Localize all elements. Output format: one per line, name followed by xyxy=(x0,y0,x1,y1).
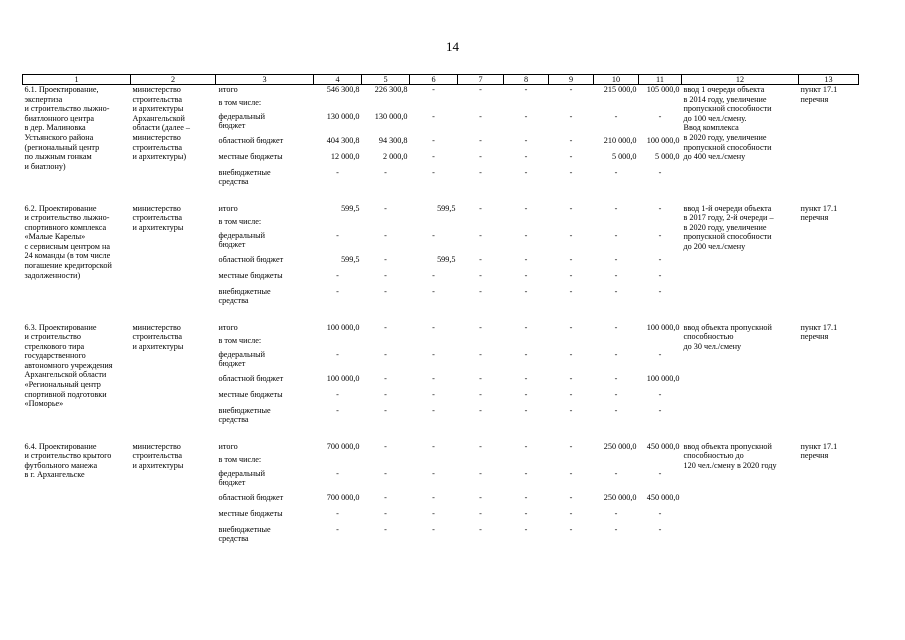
amount-cell: - xyxy=(336,230,339,240)
amount-cell: - xyxy=(658,111,662,121)
executor: министерство строительства и архитектуры xyxy=(132,203,184,232)
amount-cell xyxy=(594,98,639,112)
amount-cell xyxy=(410,217,458,231)
amount-cell: - xyxy=(614,373,618,383)
amount-cell: - xyxy=(569,349,573,359)
amount-cell: - xyxy=(614,349,618,359)
activity-name: 6.2. Проектирование и строительство лыжно- спортивного комплекса «Малые Карелы» с сервисным центром на 24 команды (в том числе погашение кредиторской задолженности) xyxy=(24,203,112,280)
amount-cell: - xyxy=(658,254,662,264)
amount-cell: - xyxy=(658,270,662,280)
funding-source: в том числе: xyxy=(218,97,262,107)
amount-cell: - xyxy=(614,524,618,534)
amount-cell: - xyxy=(479,524,482,534)
amount-cell: - xyxy=(524,441,528,451)
activity-name: 6.4. Проектирование и строительство крытого футбольного манежа в г. Архангельске xyxy=(24,441,112,480)
amount-cell: - xyxy=(658,349,662,359)
header-cell: 13 xyxy=(799,75,859,85)
amount-cell: - xyxy=(479,270,482,280)
amount-cell: - xyxy=(479,230,482,240)
amount-cell: - xyxy=(479,286,482,296)
amount-cell: - xyxy=(524,167,528,177)
funding-source: внебюджетные средства xyxy=(218,524,271,544)
spacer-cell xyxy=(23,311,859,323)
program-table xyxy=(22,74,859,549)
amount-cell: - xyxy=(524,254,528,264)
amount-cell: 700 000,0 xyxy=(326,441,360,451)
amount-cell: 2 000,0 xyxy=(382,151,408,161)
amount-cell: - xyxy=(384,492,387,502)
funding-source: итого xyxy=(218,441,238,451)
list-reference: пункт 17.1 перечня xyxy=(800,203,838,223)
funding-source: федеральный бюджет xyxy=(218,111,266,131)
table-row xyxy=(23,442,859,455)
amount-cell: 546 300,8 xyxy=(326,85,360,94)
list-reference: пункт 17.1 перечня xyxy=(800,441,838,461)
funding-source: внебюджетные средства xyxy=(218,167,271,187)
amount-cell: - xyxy=(479,254,482,264)
funding-source: федеральный бюджет xyxy=(218,468,266,488)
amount-cell: - xyxy=(384,203,387,213)
amount-cell: - xyxy=(614,468,618,478)
amount-cell: - xyxy=(614,389,618,399)
amount-cell: - xyxy=(432,441,435,451)
amount-cell: - xyxy=(432,524,435,534)
amount-cell: - xyxy=(524,286,528,296)
funding-source: итого xyxy=(218,322,238,332)
amount-cell: - xyxy=(569,254,573,264)
amount-cell xyxy=(504,98,549,112)
amount-cell xyxy=(410,98,458,112)
amount-cell: - xyxy=(658,468,662,478)
amount-cell: - xyxy=(432,230,435,240)
header-cell: 5 xyxy=(362,75,410,85)
amount-cell xyxy=(410,455,458,469)
amount-cell: - xyxy=(658,230,662,240)
amount-cell xyxy=(639,217,682,231)
amount-cell: - xyxy=(432,373,435,383)
amount-cell: - xyxy=(614,254,618,264)
amount-cell: - xyxy=(432,468,435,478)
amount-cell: - xyxy=(524,349,528,359)
amount-cell: - xyxy=(432,349,435,359)
amount-cell: - xyxy=(524,389,528,399)
amount-cell: - xyxy=(479,111,482,121)
amount-cell: 599,5 xyxy=(437,203,456,213)
list-reference: пункт 17.1 перечня xyxy=(800,322,838,342)
amount-cell: - xyxy=(658,167,662,177)
amount-cell: - xyxy=(614,322,618,332)
amount-cell: 12 000,0 xyxy=(330,151,360,161)
amount-cell: - xyxy=(569,524,573,534)
amount-cell: - xyxy=(479,322,482,332)
amount-cell: - xyxy=(479,405,482,415)
amount-cell: - xyxy=(432,111,435,121)
amount-cell: - xyxy=(432,508,435,518)
amount-cell: - xyxy=(336,270,339,280)
amount-cell: - xyxy=(569,492,573,502)
table-row xyxy=(23,204,859,217)
amount-cell: - xyxy=(336,389,339,399)
amount-cell xyxy=(314,455,362,469)
amount-cell: - xyxy=(569,270,573,280)
amount-cell: - xyxy=(479,151,482,161)
amount-cell: - xyxy=(479,135,482,145)
header-cell: 12 xyxy=(682,75,799,85)
amount-cell: - xyxy=(336,524,339,534)
amount-cell: - xyxy=(432,322,435,332)
amount-cell: - xyxy=(384,468,387,478)
amount-cell: - xyxy=(384,230,387,240)
amount-cell: - xyxy=(569,373,573,383)
funding-source: областной бюджет xyxy=(218,492,284,502)
funding-source: местные бюджеты xyxy=(218,151,283,161)
amount-cell: 100 000,0 xyxy=(646,373,680,383)
amount-cell: - xyxy=(524,322,528,332)
amount-cell: - xyxy=(384,286,387,296)
amount-cell: - xyxy=(384,167,387,177)
expected-result: ввод объекта пропускной способностью до 120 чел./смену в 2020 году xyxy=(683,441,777,470)
amount-cell: - xyxy=(569,85,573,94)
funding-source: федеральный бюджет xyxy=(218,349,266,369)
amount-cell xyxy=(458,336,504,350)
amount-cell: - xyxy=(479,349,482,359)
amount-cell: - xyxy=(658,405,662,415)
amount-cell xyxy=(362,336,410,350)
executor: министерство строительства и архитектуры xyxy=(132,441,184,470)
header-cell: 4 xyxy=(314,75,362,85)
amount-cell: - xyxy=(384,322,387,332)
header-cell: 9 xyxy=(549,75,594,85)
amount-cell: - xyxy=(569,389,573,399)
amount-cell: 599,5 xyxy=(437,254,456,264)
amount-cell xyxy=(314,336,362,350)
amount-cell: - xyxy=(384,405,387,415)
amount-cell xyxy=(549,336,594,350)
funding-source: итого xyxy=(218,85,238,94)
table-row xyxy=(23,323,859,336)
executor: министерство строительства и архитектуры Архангельской области (далее – министерство строительства и архитектуры) xyxy=(132,85,191,162)
amount-cell: 250 000,0 xyxy=(603,492,637,502)
amount-cell: - xyxy=(384,524,387,534)
amount-cell: - xyxy=(569,230,573,240)
amount-cell: - xyxy=(479,373,482,383)
amount-cell: - xyxy=(479,203,482,213)
amount-cell xyxy=(549,217,594,231)
amount-cell xyxy=(549,455,594,469)
header-cell: 2 xyxy=(131,75,216,85)
funding-source: в том числе: xyxy=(218,216,262,226)
amount-cell: - xyxy=(432,151,435,161)
amount-cell: 210 000,0 xyxy=(603,135,637,145)
amount-cell: - xyxy=(569,167,573,177)
amount-cell xyxy=(594,217,639,231)
amount-cell: - xyxy=(524,85,528,94)
amount-cell xyxy=(549,98,594,112)
header-row xyxy=(23,75,859,85)
page-number: 14 xyxy=(446,39,459,54)
amount-cell: - xyxy=(614,167,618,177)
amount-cell xyxy=(314,217,362,231)
amount-cell: - xyxy=(614,111,618,121)
amount-cell: - xyxy=(432,270,435,280)
amount-cell xyxy=(639,98,682,112)
executor: министерство строительства и архитектуры xyxy=(132,322,184,351)
amount-cell: - xyxy=(384,441,387,451)
amount-cell: - xyxy=(614,405,618,415)
amount-cell: - xyxy=(524,373,528,383)
header-cell: 1 xyxy=(23,75,131,85)
amount-cell: 105 000,0 xyxy=(646,85,680,94)
amount-cell: - xyxy=(524,270,528,280)
amount-cell: 100 000,0 xyxy=(326,322,360,332)
amount-cell: 5 000,0 xyxy=(654,151,680,161)
amount-cell: - xyxy=(569,203,573,213)
amount-cell: - xyxy=(569,322,573,332)
amount-cell: - xyxy=(524,230,528,240)
amount-cell: - xyxy=(524,203,528,213)
amount-cell: 250 000,0 xyxy=(603,441,637,451)
amount-cell xyxy=(504,455,549,469)
amount-cell: - xyxy=(384,270,387,280)
amount-cell xyxy=(362,455,410,469)
funding-source: итого xyxy=(218,203,238,213)
amount-cell: - xyxy=(658,508,662,518)
funding-source: внебюджетные средства xyxy=(218,286,271,306)
amount-cell: - xyxy=(524,405,528,415)
amount-cell: 100 000,0 xyxy=(646,322,680,332)
amount-cell: - xyxy=(614,230,618,240)
amount-cell: - xyxy=(479,468,482,478)
funding-source: местные бюджеты xyxy=(218,389,283,399)
funding-source: областной бюджет xyxy=(218,373,284,383)
amount-cell: - xyxy=(479,85,482,94)
amount-cell xyxy=(639,336,682,350)
amount-cell: - xyxy=(479,167,482,177)
amount-cell xyxy=(458,455,504,469)
amount-cell xyxy=(639,455,682,469)
funding-source: федеральный бюджет xyxy=(218,230,266,250)
amount-cell: - xyxy=(614,270,618,280)
amount-cell: - xyxy=(384,508,387,518)
amount-cell: - xyxy=(384,389,387,399)
activity-name: 6.3. Проектирование и строительство стрелкового тира государственного автономного учреждения Архангельской области «Региональный центр спортивной подготовки «Поморье» xyxy=(24,322,113,409)
amount-cell: - xyxy=(432,405,435,415)
amount-cell: - xyxy=(432,389,435,399)
amount-cell: - xyxy=(336,508,339,518)
amount-cell: - xyxy=(336,405,339,415)
expected-result: ввод 1-й очереди объекта в 2017 году, 2-й очереди – в 2020 году, увеличение пропускной способности до 200 чел./смену xyxy=(683,203,774,251)
amount-cell: - xyxy=(479,389,482,399)
header-cell: 8 xyxy=(504,75,549,85)
amount-cell: - xyxy=(336,286,339,296)
amount-cell xyxy=(362,217,410,231)
amount-cell: - xyxy=(614,286,618,296)
amount-cell: 215 000,0 xyxy=(603,85,637,94)
amount-cell xyxy=(362,98,410,112)
amount-cell xyxy=(594,455,639,469)
amount-cell xyxy=(410,336,458,350)
amount-cell: - xyxy=(384,373,387,383)
expected-result: ввод 1 очереди объекта в 2014 году, увеличение пропускной способности до 100 чел./смену. Ввод комплекса в 2020 году, увеличение пропускной способности до 400 чел./смену xyxy=(683,85,772,162)
amount-cell: 130 000,0 xyxy=(326,111,360,121)
funding-source: внебюджетные средства xyxy=(218,405,271,425)
amount-cell: - xyxy=(432,167,435,177)
header-cell: 3 xyxy=(216,75,314,85)
amount-cell: - xyxy=(432,286,435,296)
amount-cell: 5 000,0 xyxy=(611,151,637,161)
amount-cell xyxy=(314,98,362,112)
amount-cell: - xyxy=(658,203,662,213)
amount-cell: - xyxy=(569,405,573,415)
amount-cell: - xyxy=(524,508,528,518)
amount-cell: - xyxy=(569,151,573,161)
header-cell: 11 xyxy=(639,75,682,85)
amount-cell: 130 000,0 xyxy=(374,111,408,121)
amount-cell: - xyxy=(569,441,573,451)
amount-cell: 100 000,0 xyxy=(326,373,360,383)
amount-cell: 599,5 xyxy=(341,254,360,264)
funding-source: местные бюджеты xyxy=(218,270,283,280)
amount-cell: - xyxy=(479,492,482,502)
amount-cell: 599,5 xyxy=(341,203,360,213)
amount-cell: 450 000,0 xyxy=(646,441,680,451)
section-spacer xyxy=(23,192,859,204)
amount-cell: - xyxy=(336,167,339,177)
amount-cell: - xyxy=(658,389,662,399)
table-body xyxy=(23,85,859,549)
amount-cell: - xyxy=(524,492,528,502)
table-row xyxy=(23,85,859,98)
amount-cell: 100 000,0 xyxy=(646,135,680,145)
amount-cell: - xyxy=(432,85,435,94)
amount-cell: 94 300,8 xyxy=(378,135,408,145)
amount-cell: - xyxy=(614,508,618,518)
amount-cell: - xyxy=(569,111,573,121)
amount-cell: 700 000,0 xyxy=(326,492,360,502)
amount-cell: - xyxy=(384,349,387,359)
list-reference: пункт 17.1 перечня xyxy=(800,85,838,104)
amount-cell xyxy=(458,98,504,112)
section-spacer xyxy=(23,311,859,323)
amount-cell: - xyxy=(614,203,618,213)
header-cell: 6 xyxy=(410,75,458,85)
amount-cell: 404 300,8 xyxy=(326,135,360,145)
amount-cell: - xyxy=(524,524,528,534)
section-spacer xyxy=(23,430,859,442)
amount-cell: 226 300,8 xyxy=(374,85,408,94)
amount-cell: - xyxy=(384,254,387,264)
header-cell: 7 xyxy=(458,75,504,85)
amount-cell xyxy=(504,336,549,350)
amount-cell: - xyxy=(432,492,435,502)
activity-name: 6.1. Проектирование, экспертиза и строительство лыжно- биатлонного центра в дер. Малиновка Устьянского района (региональный центр по лыжным гонкам и биатлону) xyxy=(24,85,110,171)
amount-cell: - xyxy=(336,468,339,478)
amount-cell: - xyxy=(569,135,573,145)
funding-source: областной бюджет xyxy=(218,254,284,264)
amount-cell: - xyxy=(479,441,482,451)
amount-cell: - xyxy=(569,508,573,518)
amount-cell xyxy=(458,217,504,231)
spacer-cell xyxy=(23,192,859,204)
amount-cell: - xyxy=(569,468,573,478)
amount-cell xyxy=(594,336,639,350)
amount-cell: - xyxy=(524,111,528,121)
amount-cell: 450 000,0 xyxy=(646,492,680,502)
funding-source: местные бюджеты xyxy=(218,508,283,518)
funding-source: областной бюджет xyxy=(218,135,284,145)
amount-cell: - xyxy=(524,151,528,161)
funding-source: в том числе: xyxy=(218,335,262,345)
amount-cell xyxy=(504,217,549,231)
spacer-cell xyxy=(23,430,859,442)
amount-cell: - xyxy=(479,508,482,518)
expected-result: ввод объекта пропускной способностью до 30 чел./смену xyxy=(683,322,772,351)
amount-cell: - xyxy=(432,135,435,145)
amount-cell: - xyxy=(524,468,528,478)
amount-cell: - xyxy=(524,135,528,145)
amount-cell: - xyxy=(336,349,339,359)
header-cell: 10 xyxy=(594,75,639,85)
amount-cell: - xyxy=(658,524,662,534)
funding-source: в том числе: xyxy=(218,454,262,464)
amount-cell: - xyxy=(569,286,573,296)
amount-cell: - xyxy=(658,286,662,296)
